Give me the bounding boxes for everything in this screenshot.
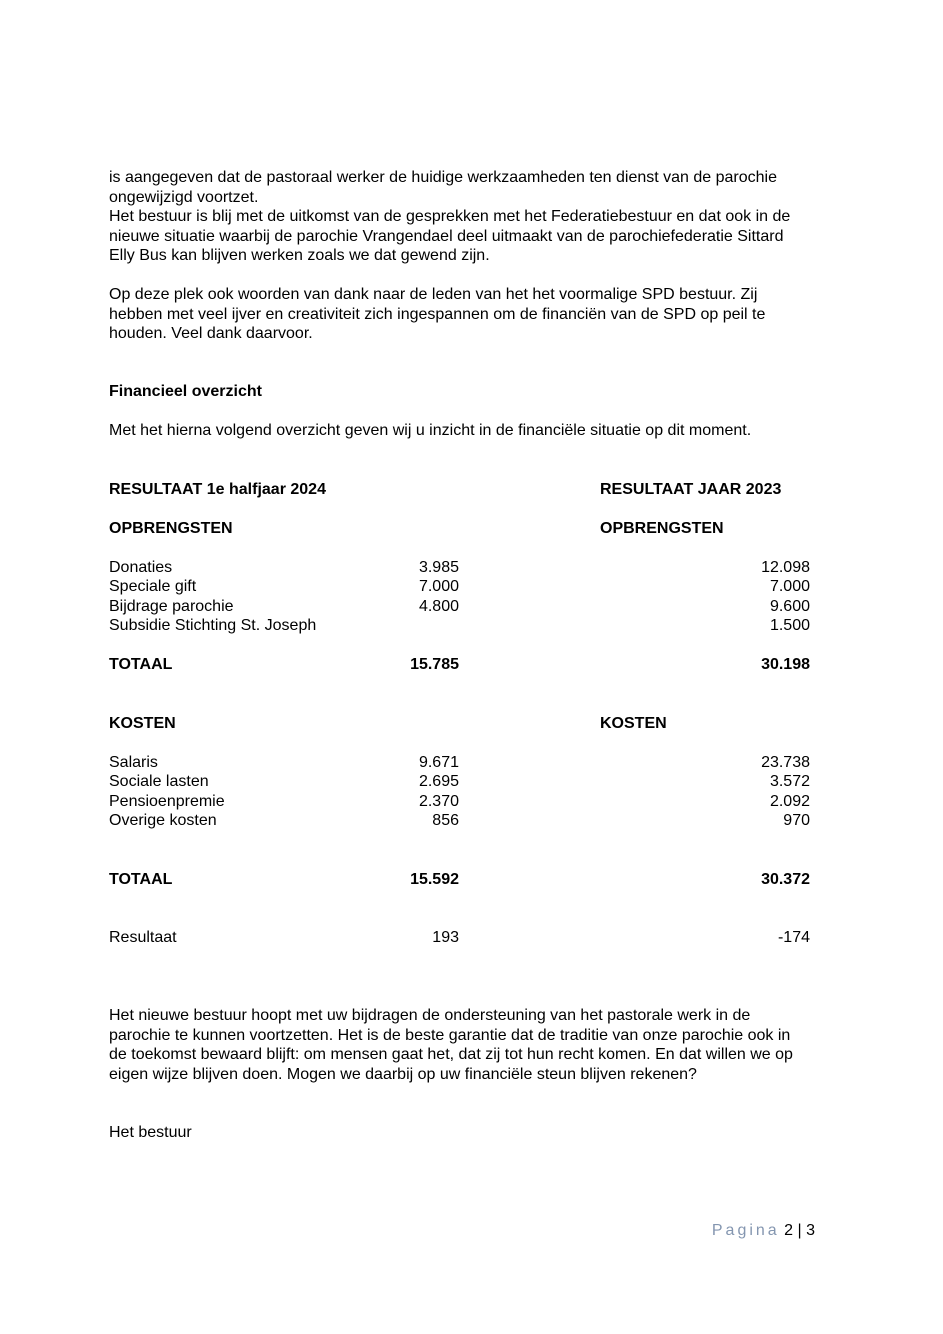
value-2024: 856 — [432, 812, 459, 829]
value-2024: 2.695 — [418, 773, 459, 790]
value-2023: 1.500 — [769, 617, 810, 634]
footer-word: Pagina — [711, 1222, 780, 1239]
row-label: Speciale gift — [109, 578, 197, 595]
signature: Het bestuur — [109, 1124, 192, 1141]
closing-line: Het nieuwe bestuur hoopt met uw bijdragen de ondersteuning van het pastorale werk in de — [109, 1007, 751, 1024]
costs-heading-right: KOSTEN — [600, 715, 667, 732]
value-2024: 3.985 — [418, 559, 459, 576]
value-2023: 23.738 — [761, 754, 810, 771]
value-2024: 2.370 — [418, 793, 459, 810]
left-column-title: RESULTAAT 1e halfjaar 2024 — [109, 481, 326, 498]
row-label: Subsidie Stichting St. Joseph — [109, 617, 317, 634]
intro-paragraph — [109, 168, 849, 266]
value-2023: 9.600 — [769, 598, 810, 615]
page-number: 2 | 3 — [784, 1222, 815, 1239]
total-label: TOTAAL — [109, 871, 173, 888]
intro-line: ongewijzigd voortzet. — [109, 188, 259, 206]
intro-line: is aangegeven dat de pastoraal werker de huidige werkzaamheden ten dienst van de parochie — [109, 169, 777, 186]
thanks-paragraph — [109, 285, 849, 344]
income-heading-right: OPBRENGSTEN — [600, 520, 724, 537]
result-2023: -174 — [777, 929, 810, 946]
row-label: Bijdrage parochie — [109, 598, 234, 615]
row-label: Sociale lasten — [109, 773, 209, 790]
intro-line: Elly Bus kan blijven werken zoals we dat gewend zijn. — [109, 247, 490, 264]
thanks-line: hebben met veel ijver en creativiteit zich ingespannen om de financiën van de SPD op peil te — [109, 305, 766, 323]
section-heading: Financieel overzicht — [109, 383, 262, 400]
thanks-line: Op deze plek ook woorden van dank naar de leden van het het voormalige SPD bestuur. Zij — [109, 286, 758, 303]
value-2023: 3.572 — [769, 773, 810, 790]
result-label: Resultaat — [109, 929, 177, 946]
total-2023: 30.372 — [761, 871, 810, 888]
income-heading-left: OPBRENGSTEN — [109, 520, 233, 537]
value-2023: 12.098 — [761, 559, 810, 576]
value-2023: 970 — [783, 812, 810, 829]
total-2023: 30.198 — [761, 656, 810, 673]
row-label: Overige kosten — [109, 812, 217, 829]
value-2024: 4.800 — [418, 598, 459, 615]
total-2024: 15.592 — [410, 871, 459, 888]
total-label: TOTAAL — [109, 656, 173, 673]
closing-line: eigen wijze blijven doen. Mogen we daarbij op uw financiële steun blijven rekenen? — [109, 1065, 697, 1083]
total-2024: 15.785 — [410, 656, 459, 673]
value-2024: 7.000 — [418, 578, 459, 595]
thanks-line: houden. Veel dank daarvoor. — [109, 325, 313, 342]
right-column-title: RESULTAAT JAAR 2023 — [600, 481, 782, 498]
intro-line: Het bestuur is blij met de uitkomst van de gesprekken met het Federatiebestuur en dat ook in de — [109, 208, 791, 225]
intro-line: nieuwe situatie waarbij de parochie Vrangendael deel uitmaakt van de parochiefederatie Sittard — [109, 227, 784, 245]
closing-paragraph — [109, 1006, 849, 1084]
costs-heading-left: KOSTEN — [109, 715, 176, 732]
value-2023: 2.092 — [769, 793, 810, 810]
row-label: Donaties — [109, 559, 173, 576]
value-2024: 9.671 — [418, 754, 459, 771]
page-footer — [712, 1221, 815, 1241]
result-2024: 193 — [432, 929, 459, 946]
overview-intro: Met het hierna volgend overzicht geven wij u inzicht in de financiële situatie op dit moment. — [109, 422, 752, 439]
row-label: Salaris — [109, 754, 158, 771]
row-label: Pensioenpremie — [109, 793, 225, 810]
closing-line: parochie te kunnen voortzetten. Het is de beste garantie dat de traditie van onze parochie ook in — [109, 1026, 791, 1044]
value-2023: 7.000 — [769, 578, 810, 595]
closing-line: de toekomst bewaard blijft: om mensen gaat het, dat zij tot hun recht komen. En dat willen we op — [109, 1046, 793, 1063]
